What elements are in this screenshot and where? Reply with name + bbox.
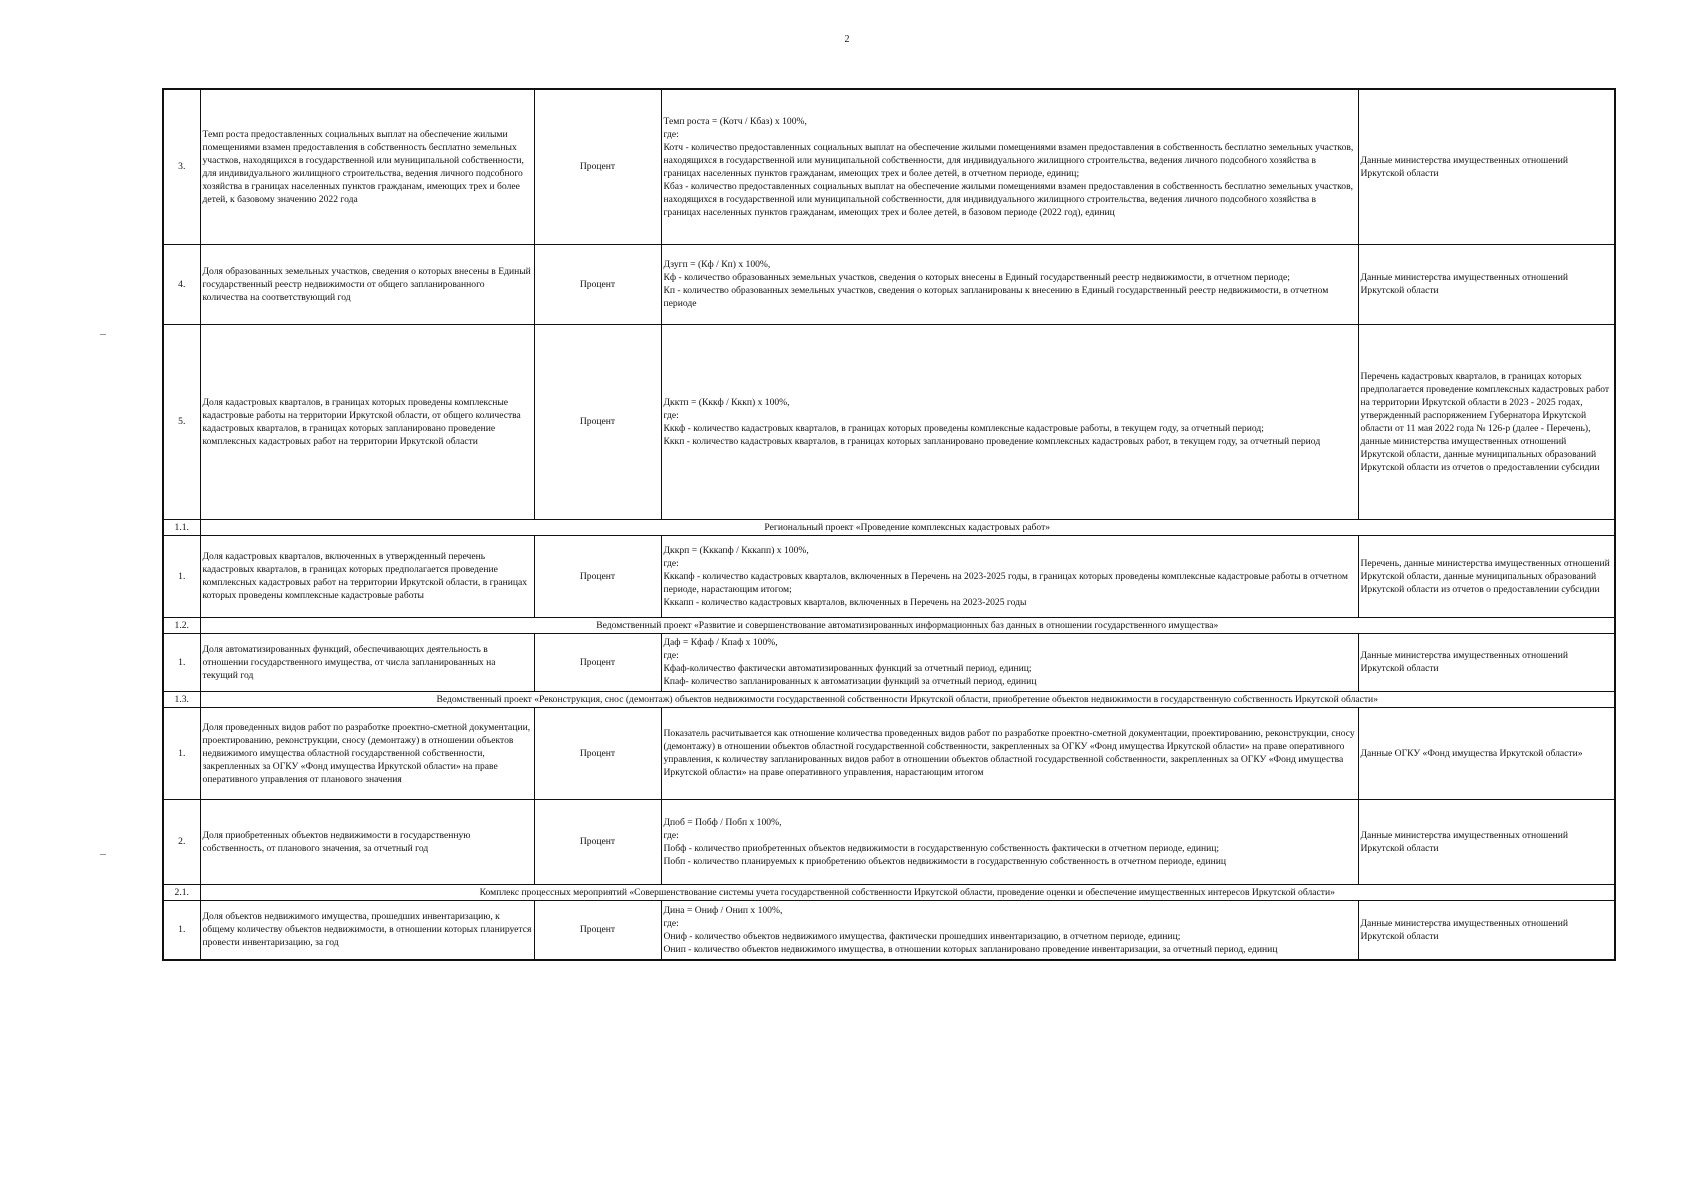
formula-line: Ониф - количество объектов недвижимого имущества, фактически прошедших инвентаризацию, в отчетном периоде, единиц; (663, 930, 1181, 942)
formula-line: где: (663, 128, 679, 140)
indicator-number: 4. (163, 244, 200, 324)
formula-line: Дкктп = (Кккф / Кккп) х 100%, (663, 396, 790, 408)
indicator-row (163, 535, 1615, 617)
section-title: Ведомственный проект «Реконструкция, снос (демонтаж) объектов недвижимости государственной собственности Иркутской области, приобретение объектов недвижимости в государственную собственность Иркутской области» (200, 691, 1615, 707)
indicator-number: 3. (163, 89, 200, 244)
formula-line: Кккп - количество кадастровых кварталов, в границах которых запланировано проведение комплексных кадастровых работ, в текущем году, за отчетный период (663, 435, 1321, 447)
indicator-row (163, 707, 1615, 799)
section-row (163, 691, 1615, 707)
indicator-name: Доля приобретенных объектов недвижимости в государственную собственность, от планового значения, за отчетный год (200, 799, 534, 884)
section-row (163, 884, 1615, 900)
indicator-row (163, 900, 1615, 960)
section-row (163, 617, 1615, 633)
section-number: 1.2. (163, 617, 200, 633)
indicator-name: Доля образованных земельных участков, сведения о которых внесены в Единый государственный реестр недвижимости от общего запланированного количества на соответствующий год (200, 244, 534, 324)
indicator-formula (661, 799, 1358, 884)
indicator-unit: Процент (534, 324, 661, 519)
formula-line: Показатель расчитывается как отношение количества проведенных видов работ по разработке проектно-сметной документации, проектированию, реконструкции, сносу (демонтажу) в отношении объектов областной государственной собственности, закрепленных за ОГКУ «Фонд имущества Иркутской области» на праве оперативного управления, к количеству запланированных видов работ в отношении объектов областной государственной собственности, закрепленных за ОГКУ «Фонд имущества Иркутской области» на праве оперативного управления, нарастающим итогом (663, 728, 1355, 778)
formula-line: Кфаф-количество фактически автоматизированных функций за отчетный период, единиц; (663, 663, 1032, 674)
indicator-row (163, 244, 1615, 324)
formula-line: Кккапп - количество кадастровых кварталов, включенных в Перечень на 2023-2025 годы (663, 596, 1027, 608)
indicator-row (163, 799, 1615, 884)
indicator-number: 1. (163, 707, 200, 799)
formula-line: где: (663, 409, 679, 421)
indicator-source: Данные министерства имущественных отношений Иркутской области (1358, 89, 1615, 244)
formula-line: Онип - количество объектов недвижимого имущества, в отношении которых запланировано проведение инвентаризации, за отчетный период, единиц (663, 943, 1278, 955)
formula-line: Кпаф- количество запланированных к автоматизации функций за отчетный период, единиц (663, 676, 1037, 687)
section-number: 2.1. (163, 884, 200, 900)
indicator-row (163, 89, 1615, 244)
formula-line: Кккф - количество кадастровых кварталов, в границах которых проведены комплексные кадастровые работы, в текущем году, за отчетный период; (663, 422, 1264, 434)
section-title: Комплекс процессных мероприятий «Совершенствование системы учета государственной собственности Иркутской области, проведение оценки и обеспечение имущественных интересов Иркутской области» (200, 884, 1615, 900)
formula-line: Кккапф - количество кадастровых кварталов, включенных в Перечень на 2023-2025 годы, в границах которых проведены комплексные кадастровые работы в отчетном периоде, нарастающим итогом; (663, 570, 1348, 595)
indicator-source: Данные ОГКУ «Фонд имущества Иркутской области» (1358, 707, 1615, 799)
indicator-formula (661, 900, 1358, 960)
formula-line: Темп роста = (Котч / Кбаз) х 100%, (663, 115, 807, 127)
formula-line: где: (663, 829, 679, 841)
formula-line: Кп - количество образованных земельных участков, сведения о которых запланированы к внесению в Единый государственный реестр недвижимости, в отчетном периоде (663, 285, 1329, 309)
section-title: Региональный проект «Проведение комплексных кадастровых работ» (200, 519, 1615, 535)
formula-line: Дпоб = Побф / Побп х 100%, (663, 816, 782, 828)
indicator-unit: Процент (534, 799, 661, 884)
indicator-formula (661, 89, 1358, 244)
indicator-unit: Процент (534, 535, 661, 617)
indicator-formula (661, 707, 1358, 799)
formula-line: Побп - количество планируемых к приобретению объектов недвижимости в государственную собственность в отчетном периоде, единиц (663, 855, 1226, 867)
indicator-name: Доля кадастровых кварталов, включенных в утвержденный перечень кадастровых кварталов, в границах которых предполагается проведение комплексных кадастровых работ на территории Иркутской области, в границах которых проведены комплексные кадастровые работы (200, 535, 534, 617)
formula-line: Побф - количество приобретенных объектов недвижимости в государственную собственность фактически в отчетном периоде, единиц; (663, 842, 1220, 854)
indicator-source: Перечень кадастровых кварталов, в границах которых предполагается проведение комплексных кадастровых работ на территории Иркутской области в 2023 - 2025 годах, утвержденный распоряжением Губернатора Иркутской области от 11 мая 2022 года № 126-р (далее - Перечень), данные министерства имущественных отношений Иркутской области, данные муниципальных образований Иркутской области из отчетов о предоставлении субсидии (1358, 324, 1615, 519)
indicator-source: Перечень, данные министерства имущественных отношений Иркутской области, данные муниципальных образований Иркутской области из отчетов о предоставлении субсидии (1358, 535, 1615, 617)
indicator-name: Доля кадастровых кварталов, в границах которых проведены комплексные кадастровые работы на территории Иркутской области, от общего количества кадастровых кварталов, в границах которых запланировано проведение комплексных кадастровых работ на территории Иркутской области (200, 324, 534, 519)
indicator-unit: Процент (534, 707, 661, 799)
formula-line: где: (663, 557, 679, 569)
formula-line: Дина = Ониф / Онип х 100%, (663, 904, 783, 916)
section-number: 1.3. (163, 691, 200, 707)
indicators-table (162, 88, 1616, 961)
indicator-name: Доля автоматизированных функций, обеспечивающих деятельность в отношении государственного имущества, от числа запланированных на текущий год (200, 633, 534, 691)
formula-line: Дзугп = (Кф / Кп) х 100%, (663, 259, 771, 270)
scan-mark (100, 334, 106, 335)
scan-mark (100, 854, 106, 855)
formula-line: Кф - количество образованных земельных участков, сведения о которых внесены в Единый государственный реестр недвижимости, в отчетном периоде; (663, 272, 1290, 283)
formula-line: Кбаз - количество предоставленных социальных выплат на обеспечение жилыми помещениями взамен предоставления в собственность бесплатно земельных участков, находящихся в государственной или муниципальной собственности, для индивидуального жилищного строительства, ведения личного подсобного хозяйства в границах населенных пунктов гражданам, имеющих трех и более детей, в базовом периоде (2022 год), единиц (663, 180, 1354, 218)
indicator-formula (661, 633, 1358, 691)
indicator-formula (661, 535, 1358, 617)
indicator-name: Темп роста предоставленных социальных выплат на обеспечение жилыми помещениями взамен предоставления в собственность бесплатно земельных участков, находящихся в государственной или муниципальной собственности, для индивидуального жилищного строительства, ведения личного подсобного хозяйства в границах населенных пунктов гражданам, имеющих трех и более детей, к базовому значению 2022 года (200, 89, 534, 244)
indicator-number: 5. (163, 324, 200, 519)
formula-line: Даф = Кфаф / Кпаф х 100%, (663, 637, 778, 648)
indicator-unit: Процент (534, 633, 661, 691)
formula-line: где: (663, 650, 679, 661)
page-number: 2 (844, 34, 850, 45)
indicator-row (163, 633, 1615, 691)
indicator-name: Доля объектов недвижимого имущества, прошедших инвентаризацию, к общему количеству объектов недвижимости, в отношении которых планируется провести инвентаризацию, за год (200, 900, 534, 960)
indicator-number: 1. (163, 900, 200, 960)
section-title: Ведомственный проект «Развитие и совершенствование автоматизированных информационных баз данных в отношении государственного имущества» (200, 617, 1615, 633)
indicator-unit: Процент (534, 89, 661, 244)
formula-line: Дккрп = (Кккапф / Кккапп) х 100%, (663, 544, 809, 556)
section-row (163, 519, 1615, 535)
indicator-number: 1. (163, 633, 200, 691)
indicator-row (163, 324, 1615, 519)
indicator-source: Данные министерства имущественных отношений Иркутской области (1358, 900, 1615, 960)
indicator-formula (661, 244, 1358, 324)
indicator-unit: Процент (534, 244, 661, 324)
indicator-name: Доля проведенных видов работ по разработке проектно-сметной документации, проектированию, реконструкции, сносу (демонтажу) в отношении объектов недвижимого имущества областной государственной собственности, закрепленных за ОГКУ «Фонд имущества Иркутской области» на праве оперативного управления от планового значения (200, 707, 534, 799)
indicator-number: 1. (163, 535, 200, 617)
formula-line: Котч - количество предоставленных социальных выплат на обеспечение жилыми помещениями взамен предоставления в собственность бесплатно земельных участков, находящихся в государственной или муниципальной собственности, для индивидуального жилищного строительства, ведения личного подсобного хозяйства в границах населенных пунктов гражданам, имеющих трех и более детей, в отчетном периоде, единиц; (663, 141, 1354, 179)
indicator-source: Данные министерства имущественных отношений Иркутской области (1358, 799, 1615, 884)
indicator-formula (661, 324, 1358, 519)
indicator-unit: Процент (534, 900, 661, 960)
indicator-number: 2. (163, 799, 200, 884)
formula-line: где: (663, 917, 679, 929)
indicator-source: Данные министерства имущественных отношений Иркутской области (1358, 244, 1615, 324)
section-number: 1.1. (163, 519, 200, 535)
indicator-source: Данные министерства имущественных отношений Иркутской области (1358, 633, 1615, 691)
